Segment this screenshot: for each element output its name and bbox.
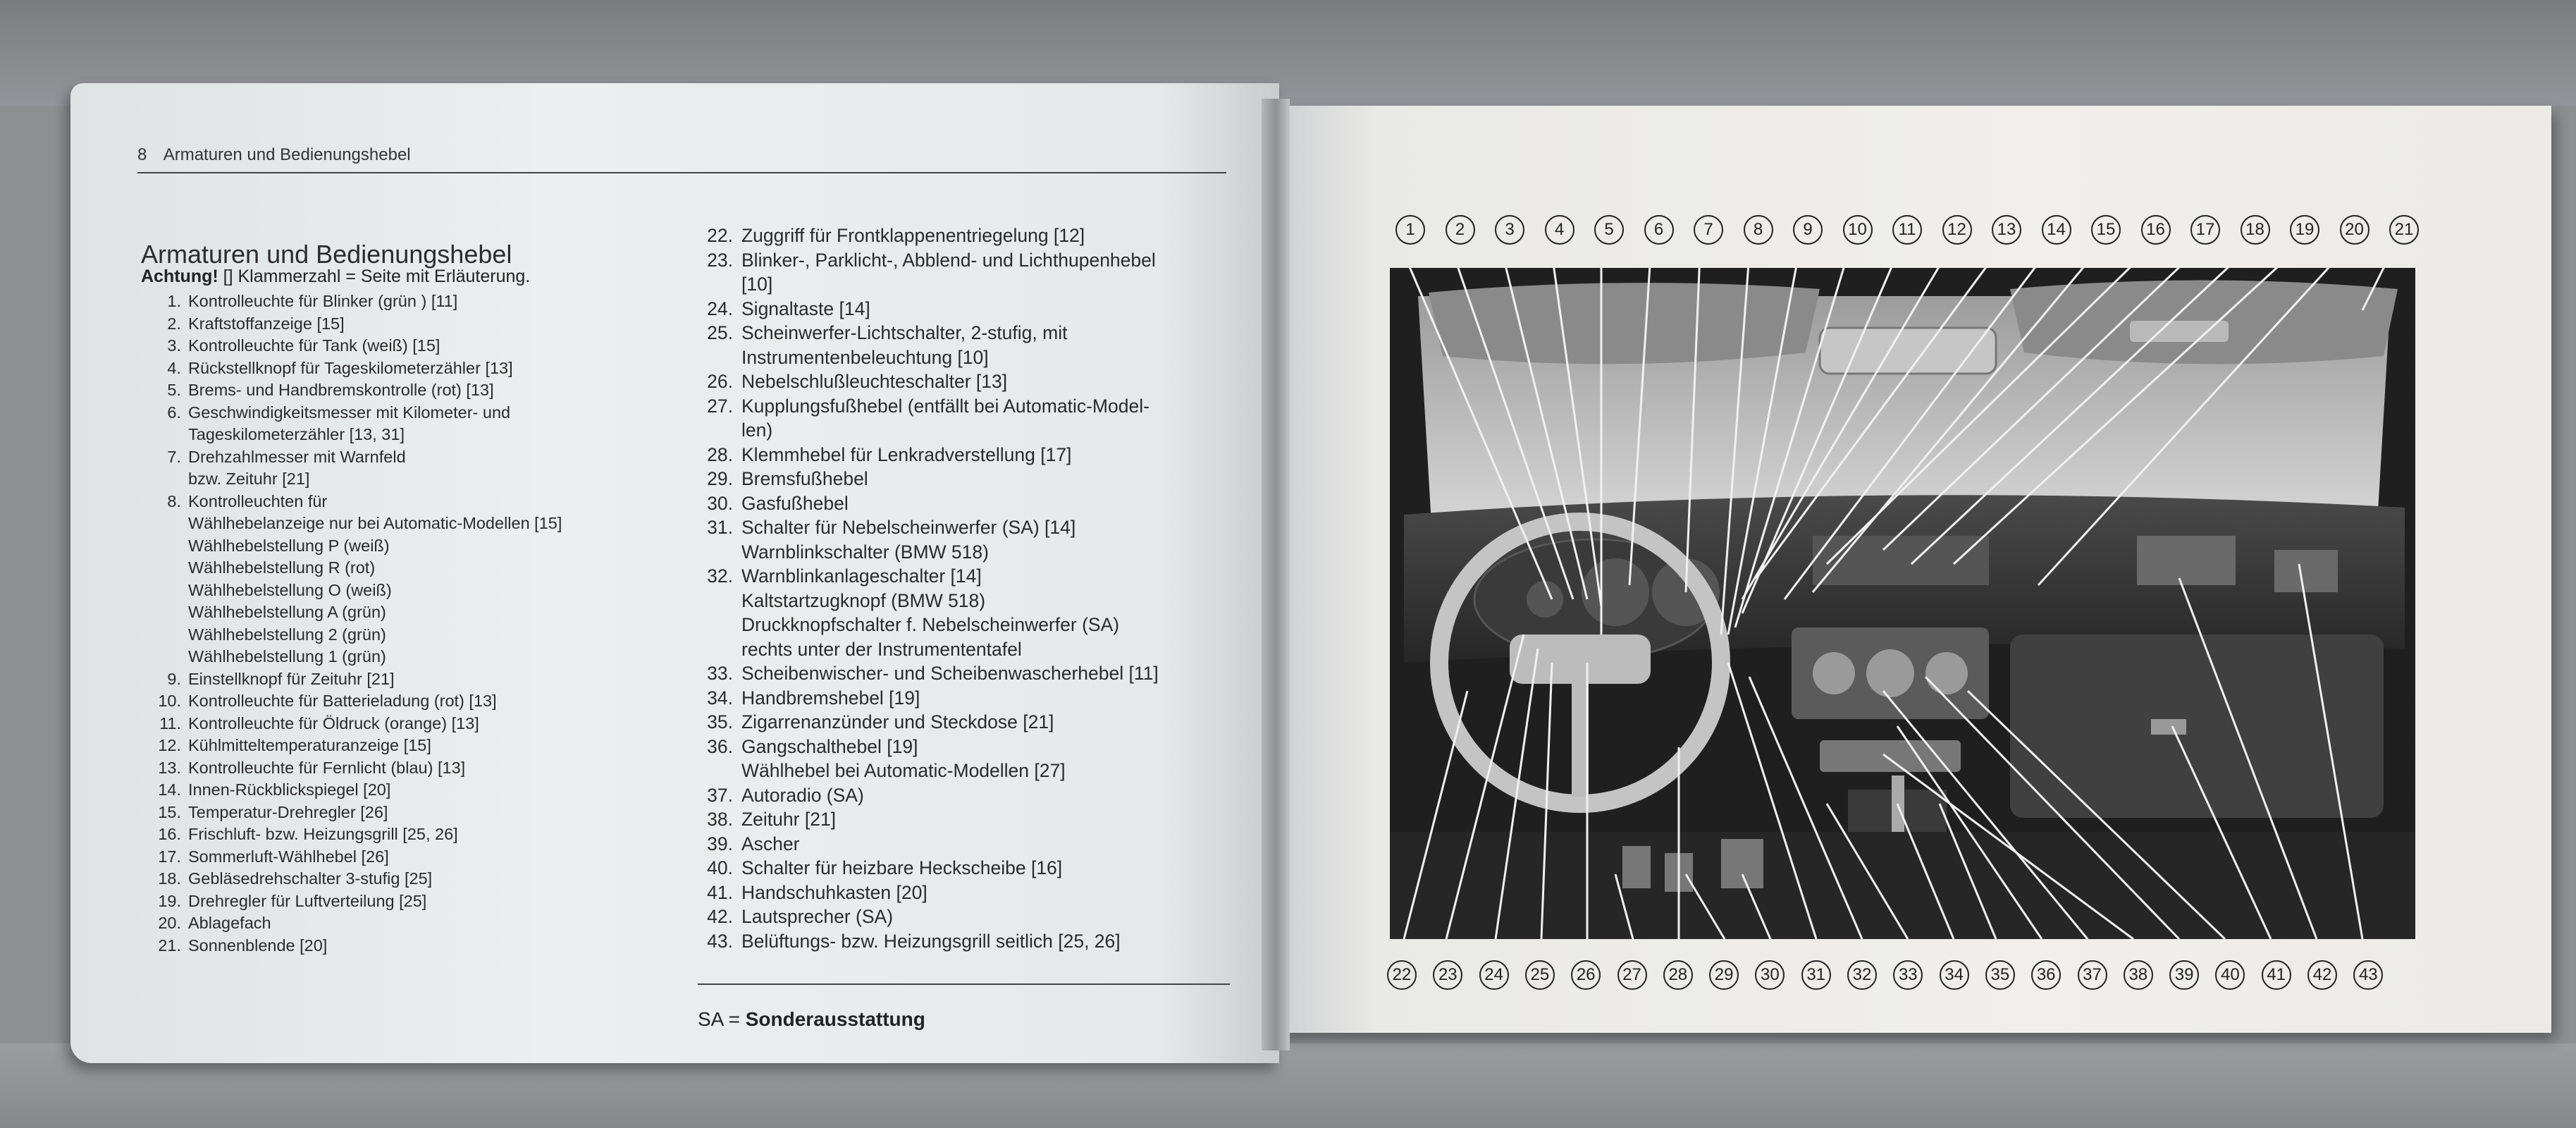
legend-item <box>691 735 1247 759</box>
legend-item-text: Tageskilometerzähler [13, 31] <box>188 425 405 443</box>
legend-item-text: Ascher <box>741 833 800 854</box>
callout-number: 31 <box>1801 960 1831 990</box>
legend-item-number: 10. <box>158 692 181 710</box>
legend-item <box>691 881 1247 905</box>
legend-item-text: Wählhebelstellung O (weiß) <box>188 580 392 599</box>
legend-item-text: Brems- und Handbremskontrolle (rot) [13] <box>188 381 494 399</box>
legend-item <box>691 540 1247 565</box>
legend-item-text: Gangschalthebel [19] <box>741 735 918 757</box>
callout-number: 33 <box>1893 960 1923 990</box>
legend-item-number: 3. <box>167 336 181 355</box>
legend-item <box>144 690 708 713</box>
page-number: 8 <box>137 145 147 164</box>
legend-item-text: Zigarrenanzünder und Steckdose [21] <box>741 711 1054 732</box>
legend-item <box>144 912 708 935</box>
legend-item-number: 5. <box>167 381 181 399</box>
legend-item-number: 29. <box>707 468 733 489</box>
callout-number: 41 <box>2262 960 2291 990</box>
callout-number: 8 <box>1744 215 1773 245</box>
legend-item-number: 4. <box>167 358 181 377</box>
callout-number: 36 <box>2031 960 2061 990</box>
legend-item <box>144 823 708 846</box>
legend-item-number: 17. <box>158 847 181 866</box>
legend-item-number: 19. <box>158 891 181 910</box>
legend-item-text: Druckknopfschalter f. Nebelscheinwerfer (SA) <box>741 614 1120 635</box>
callout-number: 23 <box>1433 960 1462 990</box>
callout-number: 35 <box>1985 960 2015 990</box>
note-text: [] Klammerzahl = Seite mit Erläuterung. <box>223 266 531 286</box>
legend-item-text: Ablagefach <box>188 914 271 932</box>
legend-item-number: 15. <box>158 802 181 821</box>
callout-number: 5 <box>1594 215 1624 245</box>
legend-item-text: Gasfußhebel <box>741 492 849 514</box>
legend-item-text: [10] <box>741 274 773 295</box>
callout-number: 39 <box>2169 960 2199 990</box>
dashboard-photo <box>1390 268 2415 939</box>
legend-item <box>691 418 1247 443</box>
callout-number: 4 <box>1545 215 1574 245</box>
callout-number: 11 <box>1892 215 1922 245</box>
footer-text: Sonderausstattung <box>745 1008 925 1030</box>
legend-item-text: Temperatur-Drehregler [26] <box>188 802 388 821</box>
legend-item-number: 39. <box>707 833 733 854</box>
note-label: Achtung! <box>141 266 218 286</box>
legend-item-text: Belüftungs- bzw. Heizungsgrill seitlich [25, 26] <box>741 930 1121 952</box>
legend-item-number: 30. <box>707 492 733 514</box>
legend-item-number: 31. <box>707 517 733 538</box>
legend-item-text: rechts unter der Instrumententafel <box>741 638 1022 660</box>
legend-item-text: Signaltaste [14] <box>741 298 870 319</box>
callout-number: 29 <box>1709 960 1739 990</box>
legend-item-number: 20. <box>158 914 181 932</box>
dashboard-illustration <box>1390 268 2415 939</box>
legend-item-text: len) <box>741 419 773 441</box>
legend-item-number: 21. <box>158 936 181 955</box>
legend-item-text: Gebläsedrehschalter 3-stufig [25] <box>188 869 433 888</box>
legend-item-text: Klemmhebel für Lenkradverstellung [17] <box>741 443 1072 465</box>
legend-item <box>144 802 708 824</box>
legend-item <box>144 535 708 558</box>
legend-item <box>144 557 708 580</box>
legend-item-number: 18. <box>158 869 181 888</box>
legend-item <box>691 467 1247 491</box>
legend-item-number: 16. <box>158 825 181 843</box>
legend-item-text: Einstellknopf für Zeituhr [21] <box>188 669 395 688</box>
header-rule <box>137 172 1226 173</box>
legend-item-number: 8. <box>167 491 181 510</box>
legend-item-number: 38. <box>707 809 733 830</box>
callout-number: 2 <box>1446 215 1475 245</box>
legend-list-right <box>691 223 1247 953</box>
legend-item-text: bzw. Zeituhr [21] <box>188 470 310 488</box>
legend-item-number: 41. <box>707 881 733 903</box>
legend-item-text: Drehzahlmesser mit Warnfeld <box>188 447 406 466</box>
legend-item-number: 25. <box>707 322 733 343</box>
legend-item <box>691 661 1247 686</box>
legend-item-text: Wählhebelstellung 1 (grün) <box>188 647 386 666</box>
legend-item-number: 13. <box>158 758 181 777</box>
legend-item-number: 2. <box>167 314 181 333</box>
legend-item <box>144 424 708 446</box>
legend-item <box>691 248 1247 273</box>
legend-item <box>691 832 1247 857</box>
legend-item <box>144 313 708 336</box>
legend-item-text: Kühlmitteltemperaturanzeige [15] <box>188 736 431 754</box>
legend-item <box>144 779 708 802</box>
callout-number: 18 <box>2241 215 2270 245</box>
callout-number: 19 <box>2290 215 2319 245</box>
legend-list-left <box>144 290 708 957</box>
legend-item <box>144 868 708 890</box>
legend-item-text: Scheinwerfer-Lichtschalter, 2-stufig, mit <box>741 322 1068 343</box>
callout-number: 34 <box>1940 960 1969 990</box>
callout-number: 42 <box>2307 960 2337 990</box>
callout-number: 26 <box>1571 960 1601 990</box>
legend-item <box>691 321 1247 345</box>
legend-item-number: 33. <box>707 663 733 684</box>
legend-item <box>691 929 1247 954</box>
callout-number: 9 <box>1793 215 1823 245</box>
legend-item-text: Kupplungsfußhebel (entfällt bei Automatic-Model- <box>741 395 1150 417</box>
callout-number: 25 <box>1525 960 1555 990</box>
legend-item-text: Wählhebelanzeige nur bei Automatic-Modellen [15] <box>188 514 562 532</box>
legend-item <box>144 335 708 357</box>
legend-item <box>691 783 1247 808</box>
legend-item-number: 32. <box>707 565 733 587</box>
legend-item-text: Scheibenwischer- und Scheibenwascherhebel [11] <box>741 663 1159 684</box>
legend-item <box>144 668 708 691</box>
legend-item-text: Frischluft- bzw. Heizungsgrill [25, 26] <box>188 825 458 843</box>
legend-item <box>691 369 1247 394</box>
legend-item <box>144 846 708 869</box>
callout-number: 3 <box>1495 215 1524 245</box>
callout-number: 14 <box>2042 215 2071 245</box>
legend-item-text: Instrumentenbeleuchtung [10] <box>741 346 989 368</box>
callout-number: 17 <box>2190 215 2220 245</box>
legend-item-text: Wählhebelstellung 2 (grün) <box>188 625 386 644</box>
legend-item-text: Wählhebelstellung P (weiß) <box>188 536 390 555</box>
footer-note <box>698 1008 925 1031</box>
legend-item-text: Sonnenblende [20] <box>188 936 328 955</box>
callout-number: 43 <box>2353 960 2383 990</box>
running-head <box>137 145 424 165</box>
legend-item <box>144 402 708 424</box>
legend-item-text: Wählhebelstellung R (rot) <box>188 558 376 577</box>
legend-item-text: Innen-Rückblickspiegel [20] <box>188 780 391 799</box>
legend-item <box>144 513 708 535</box>
legend-item <box>691 564 1247 589</box>
legend-item <box>144 757 708 780</box>
callout-number: 16 <box>2141 215 2171 245</box>
legend-item-number: 12. <box>158 736 181 754</box>
legend-item-number: 37. <box>707 784 733 806</box>
legend-item <box>691 443 1247 467</box>
legend-item <box>691 710 1247 735</box>
callout-number: 27 <box>1617 960 1647 990</box>
legend-item <box>144 446 708 469</box>
legend-item <box>144 379 708 402</box>
legend-item <box>144 646 708 668</box>
legend-item <box>691 272 1247 297</box>
callout-number: 12 <box>1942 215 1972 245</box>
legend-item <box>691 856 1247 881</box>
legend-item <box>691 759 1247 783</box>
legend-item <box>691 613 1247 637</box>
legend-item-text: Blinker-, Parklicht-, Abblend- und Lichthupenhebel <box>741 249 1156 271</box>
running-head-title: Armaturen und Bedienungshebel <box>163 145 411 164</box>
callout-number: 6 <box>1644 215 1674 245</box>
footer-rule <box>698 983 1230 985</box>
legend-item <box>691 905 1247 929</box>
legend-item-text: Drehregler für Luftverteilung [25] <box>188 891 427 910</box>
legend-item <box>144 713 708 735</box>
callout-number: 22 <box>1387 960 1417 990</box>
callout-number: 21 <box>2389 215 2419 245</box>
legend-item-text: Kaltstartzugknopf (BMW 518) <box>741 589 986 611</box>
legend-item <box>691 637 1247 662</box>
legend-item-text: Sommerluft-Wählhebel [26] <box>188 847 389 866</box>
legend-item-number: 27. <box>707 395 733 417</box>
legend-item-number: 9. <box>167 669 181 688</box>
legend-item <box>691 807 1247 832</box>
section-title: Armaturen und Bedienungshebel <box>141 240 512 269</box>
legend-item-text: Kontrolleuchten für <box>188 491 328 510</box>
legend-item-text: Zuggriff für Frontklappenentriegelung [12] <box>741 225 1085 246</box>
legend-item-number: 24. <box>707 298 733 319</box>
legend-item-text: Lautsprecher (SA) <box>741 906 894 927</box>
legend-item <box>144 890 708 913</box>
legend-item <box>144 601 708 624</box>
legend-item-text: Geschwindigkeitsmesser mit Kilometer- und <box>188 403 511 422</box>
legend-item <box>144 735 708 757</box>
legend-item-text: Schalter für Nebelscheinwerfer (SA) [14] <box>741 517 1076 538</box>
book-spine <box>1262 99 1290 1050</box>
callout-number: 38 <box>2124 960 2153 990</box>
legend-item-number: 43. <box>707 930 733 952</box>
legend-item <box>691 686 1247 711</box>
legend-item-number: 14. <box>158 780 181 799</box>
legend-item <box>691 223 1247 248</box>
legend-item-text: Kontrolleuchte für Blinker (grün ) [11] <box>188 292 458 310</box>
callout-number: 15 <box>2091 215 2121 245</box>
callout-number: 24 <box>1479 960 1509 990</box>
legend-item <box>144 468 708 491</box>
legend-item-text: Rückstellknopf für Tageskilometerzähler [13] <box>188 358 513 377</box>
legend-item-text: Wählhebel bei Automatic-Modellen [27] <box>741 760 1066 781</box>
legend-item <box>691 589 1247 613</box>
legend-item-number: 35. <box>707 711 733 732</box>
callout-number: 10 <box>1843 215 1873 245</box>
legend-item-number: 11. <box>159 713 181 732</box>
legend-item-text: Handbremshebel [19] <box>741 687 920 709</box>
callout-number: 13 <box>1992 215 2021 245</box>
legend-item <box>691 297 1247 321</box>
legend-item-text: Kontrolleuchte für Öldruck (orange) [13] <box>188 713 479 732</box>
legend-item-number: 22. <box>707 225 733 246</box>
legend-item-text: Autoradio (SA) <box>741 784 864 806</box>
legend-item-number: 26. <box>707 371 733 392</box>
legend-item-text: Bremsfußhebel <box>741 468 868 489</box>
legend-item <box>691 491 1247 516</box>
legend-item <box>144 491 708 513</box>
legend-item-text: Warnblinkanlageschalter [14] <box>741 565 982 587</box>
callout-number: 30 <box>1755 960 1785 990</box>
legend-item-text: Wählhebelstellung A (grün) <box>188 603 386 621</box>
legend-item-number: 6. <box>167 403 181 422</box>
legend-item <box>691 345 1247 370</box>
footer-eq: = <box>728 1008 740 1030</box>
legend-item-number: 23. <box>707 249 733 271</box>
legend-item-text: Warnblinkschalter (BMW 518) <box>741 541 989 563</box>
legend-item-text: Kontrolleuchte für Fernlicht (blau) [13] <box>188 758 466 777</box>
legend-item <box>144 580 708 602</box>
legend-item-number: 34. <box>707 687 733 709</box>
legend-item-number: 28. <box>707 443 733 465</box>
legend-item-text: Kontrolleuchte für Tank (weiß) [15] <box>188 336 440 355</box>
legend-item-text: Handschuhkasten [20] <box>741 881 928 903</box>
callout-number: 37 <box>2078 960 2107 990</box>
legend-item-text: Kraftstoffanzeige [15] <box>188 314 345 333</box>
callout-number: 28 <box>1663 960 1693 990</box>
legend-item <box>144 935 708 957</box>
footer-abbr: SA <box>698 1008 723 1030</box>
legend-item <box>691 394 1247 419</box>
legend-item <box>144 624 708 646</box>
legend-item-number: 40. <box>707 857 733 878</box>
callout-number: 20 <box>2340 215 2369 245</box>
legend-item-text: Nebelschlußleuchteschalter [13] <box>741 371 1008 392</box>
callout-number: 32 <box>1847 960 1877 990</box>
legend-item-number: 1. <box>167 292 181 310</box>
legend-item <box>144 357 708 380</box>
legend-item-text: Kontrolleuchte für Batterieladung (rot) [13] <box>188 692 497 710</box>
legend-item-text: Schalter für heizbare Heckscheibe [16] <box>741 857 1063 878</box>
legend-item-number: 42. <box>707 906 733 927</box>
legend-item <box>691 515 1247 540</box>
legend-item <box>144 290 708 313</box>
callout-number: 1 <box>1395 215 1425 245</box>
legend-item-number: 7. <box>167 447 181 466</box>
callout-number: 7 <box>1694 215 1723 245</box>
note <box>141 266 530 287</box>
legend-item-text: Zeituhr [21] <box>741 809 837 830</box>
callout-number: 40 <box>2215 960 2245 990</box>
legend-item-number: 36. <box>707 735 733 757</box>
